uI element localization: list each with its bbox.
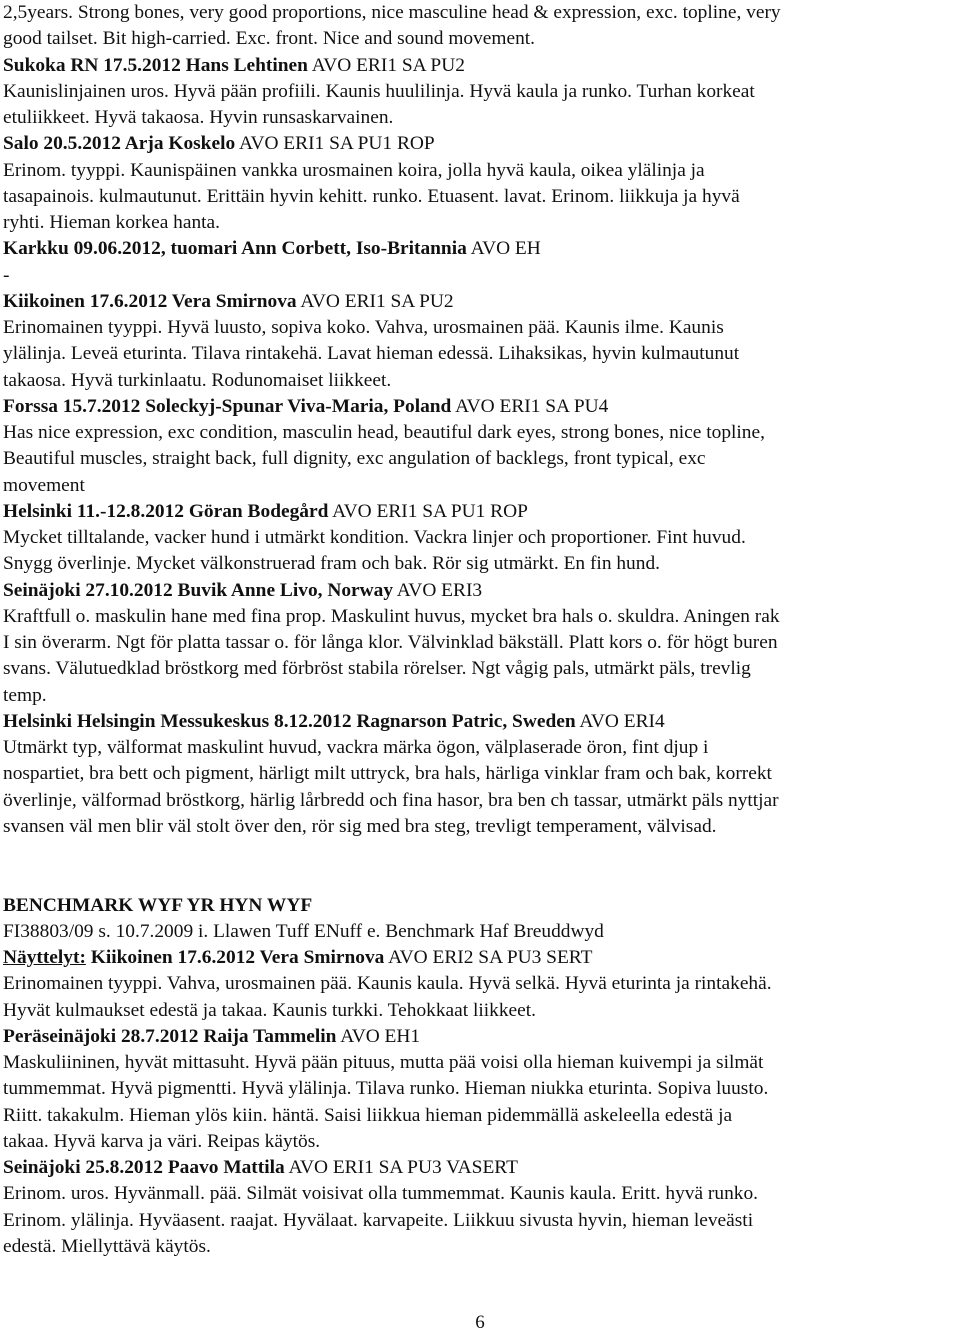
critique-line: svansen väl men blir väl stolt över den, rör sig med bra steg, trevligt temperament, välvisad. — [3, 815, 717, 837]
show-entry-heading — [3, 578, 958, 604]
critique-line: edestä. Miellyttävä käytös. — [3, 1235, 211, 1257]
critique-line: Erinom. ylälinja. Hyväasent. raajat. Hyvälaat. karvapeite. Liikkuu sivusta hyvin, hieman leveästi — [3, 1209, 754, 1231]
show-result: AVO ERI2 SA PU3 SERT — [384, 947, 593, 968]
critique-line: takaosa. Hyvä turkinlaatu. Rodunomaiset liikkeet. — [3, 369, 392, 391]
show-event-judge: Kiikoinen 17.6.2012 Vera Smirnova — [3, 290, 297, 312]
shows-label: Näyttelyt: — [3, 947, 86, 968]
critique-line: överlinje, välformad bröstkorg, härlig lårbredd och fina hasor, bra ben ch tassar, utmärkt päls nyttjar — [3, 789, 779, 811]
show-event-judge: Karkku 09.06.2012, tuomari Ann Corbett, Iso-Britannia — [3, 238, 467, 260]
show-result: AVO EH — [466, 238, 541, 260]
show-entry-heading — [3, 1024, 958, 1050]
show-entry-heading — [3, 1155, 958, 1181]
pedigree-line: FI38803/09 s. 10.7.2009 i. Llawen Tuff ENuff e. Benchmark Haf Breuddwyd — [3, 920, 604, 942]
critique-line: I sin överarm. Ngt för platta tassar o. för långa klor. Välvinklad bäkställ. Platt kors o. för högt buren — [3, 632, 778, 653]
critique-line: svans. Välutuedklad bröstkorg med förbröst stabila rörelser. Ngt vågig pals, utmärkt päls, trevlig — [3, 658, 751, 680]
critique-line: nospartiet, bra bett och pigment, härligt milt uttryck, bra hals, härliga vinklar fram och bak, korrekt — [3, 763, 772, 785]
critique-line: Erinom. tyyppi. Kaunispäinen vankka urosmainen koira, jolla hyvä kaula, oikea ylälinja ja — [3, 159, 705, 181]
show-result: AVO ERI4 — [575, 710, 665, 732]
critique-line: Snygg överlinje. Mycket välkonstruerad fram och bak. Rör sig utmärkt. En fin hund. — [3, 553, 660, 575]
show-result: AVO ERI1 SA PU2 — [296, 290, 454, 312]
show-entry-heading — [3, 236, 958, 262]
critique-line: tummemmat. Hyvä pigmentti. Hyvä ylälinja. Tilava runko. Hieman niukka eturinta. Sopiva luusto. — [3, 1078, 769, 1100]
show-result: AVO ERI1 SA PU2 — [307, 54, 465, 76]
critique-line: Erinomainen tyyppi. Vahva, urosmainen pää. Kaunis kaula. Hyvä selkä. Hyvä eturinta ja rintakehä. — [3, 973, 772, 995]
show-event-judge: Sukoka RN 17.5.2012 Hans Lehtinen — [3, 54, 308, 76]
show-event-judge: Kiikoinen 17.6.2012 Vera Smirnova — [90, 947, 385, 968]
critique-line: Hyvät kulmaukset edestä ja takaa. Kaunis turkki. Tehokkaat liikkeet. — [3, 999, 536, 1021]
show-event-judge: Forssa 15.7.2012 Soleckyj-Spunar Viva-Maria, Poland — [3, 395, 452, 417]
critique-line: Maskuliininen, hyvät mittasuht. Hyvä pään pituus, mutta pää voisi olla hieman kuivempi ja silmät — [3, 1052, 764, 1073]
show-entry-heading — [3, 499, 958, 525]
text-line: good tailset. Bit high-carried. Exc. front. Nice and sound movement. — [3, 28, 536, 50]
show-result: AVO ERI3 — [393, 579, 483, 601]
show-event-judge: Seinäjoki 25.8.2012 Paavo Mattila — [3, 1157, 285, 1178]
show-result: AVO ERI1 SA PU3 VASERT — [284, 1157, 518, 1178]
show-event-judge: Salo 20.5.2012 Arja Koskelo — [3, 133, 236, 155]
critique-line: takaa. Hyvä karva ja väri. Reipas käytös. — [3, 1130, 321, 1152]
critique-line: Kaunislinjainen uros. Hyvä pään profiili. Kaunis huulilinja. Hyvä kaula ja runko. Turhan korkeat — [3, 80, 755, 102]
show-event-judge: Seinäjoki 27.10.2012 Buvik Anne Livo, Norway — [3, 579, 394, 601]
show-entry-heading — [3, 945, 958, 971]
critique-line: movement — [3, 474, 85, 496]
show-entry-heading — [3, 131, 958, 157]
critique-line: tasapainois. kulmautunut. Erittäin hyvin kehitt. runko. Etuasent. lavat. Erinom. liikkuja ja hyvä — [3, 185, 740, 207]
critique-line: Utmärkt typ, välformat maskulint huvud, vackra märka ögon, välplaserade öron, fint djup i — [3, 737, 709, 758]
critique-line: Mycket tilltalande, vacker hund i utmärkt kondition. Vackra linjer och proportioner. Fint huvud. — [3, 527, 746, 548]
show-entry-heading — [3, 394, 958, 420]
section-gap — [3, 840, 958, 893]
show-event-judge: Peräseinäjoki 28.7.2012 Raija Tammelin — [3, 1025, 337, 1047]
critique-line: etuliikkeet. Hyvä takaosa. Hyvin runsaskarvainen. — [3, 107, 394, 128]
critique-line: Riitt. takakulm. Hieman ylös kiin. häntä. Saisi liikkua hieman pidemmällä askeleella edestä ja — [3, 1104, 733, 1126]
show-event-judge: Helsinki Helsingin Messukeskus 8.12.2012 Ragnarson Patric, Sweden — [3, 710, 576, 732]
critique-line: Beautiful muscles, straight back, full dignity, exc angulation of backlegs, front typical, exc — [3, 448, 706, 470]
show-entry-heading — [3, 289, 958, 315]
document-page — [3, 0, 958, 1260]
critique-line: temp. — [3, 684, 47, 706]
show-result: AVO ERI1 SA PU1 ROP — [328, 500, 528, 522]
critique-line: - — [3, 264, 10, 286]
dog-name-title: BENCHMARK WYF YR HYN WYF — [3, 894, 313, 916]
show-entry-heading — [3, 53, 958, 79]
critique-line: Has nice expression, exc condition, masculin head, beautiful dark eyes, strong bones, nice topline, — [3, 422, 765, 443]
show-result: AVO EH1 — [336, 1025, 421, 1047]
critique-line: ryhti. Hieman korkea hanta. — [3, 212, 220, 233]
critique-line: ylälinja. Leveä eturinta. Tilava rintakehä. Lavat hieman edessä. Lihaksikas, hyvin kulmautunut — [3, 343, 740, 365]
show-event-judge: Helsinki 11.-12.8.2012 Göran Bodegård — [3, 500, 329, 522]
text-line: 2,5years. Strong bones, very good proportions, nice masculine head & expression, exc. topline, very — [3, 2, 781, 23]
show-result: AVO ERI1 SA PU4 — [451, 395, 609, 417]
critique-line: Erinom. uros. Hyvänmall. pää. Silmät voisivat olla tummemmat. Kaunis kaula. Eritt. hyvä runko. — [3, 1183, 759, 1205]
page-number: 6 — [475, 1312, 485, 1333]
critique-line: Kraftfull o. maskulin hane med fina prop. Maskulint huvus, mycket bra hals o. skuldra. Aningen rak — [3, 605, 780, 627]
show-entry-heading — [3, 709, 958, 735]
critique-line: Erinomainen tyyppi. Hyvä luusto, sopiva koko. Vahva, urosmainen pää. Kaunis ilme. Kaunis — [3, 317, 724, 338]
show-result: AVO ERI1 SA PU1 ROP — [235, 133, 435, 155]
